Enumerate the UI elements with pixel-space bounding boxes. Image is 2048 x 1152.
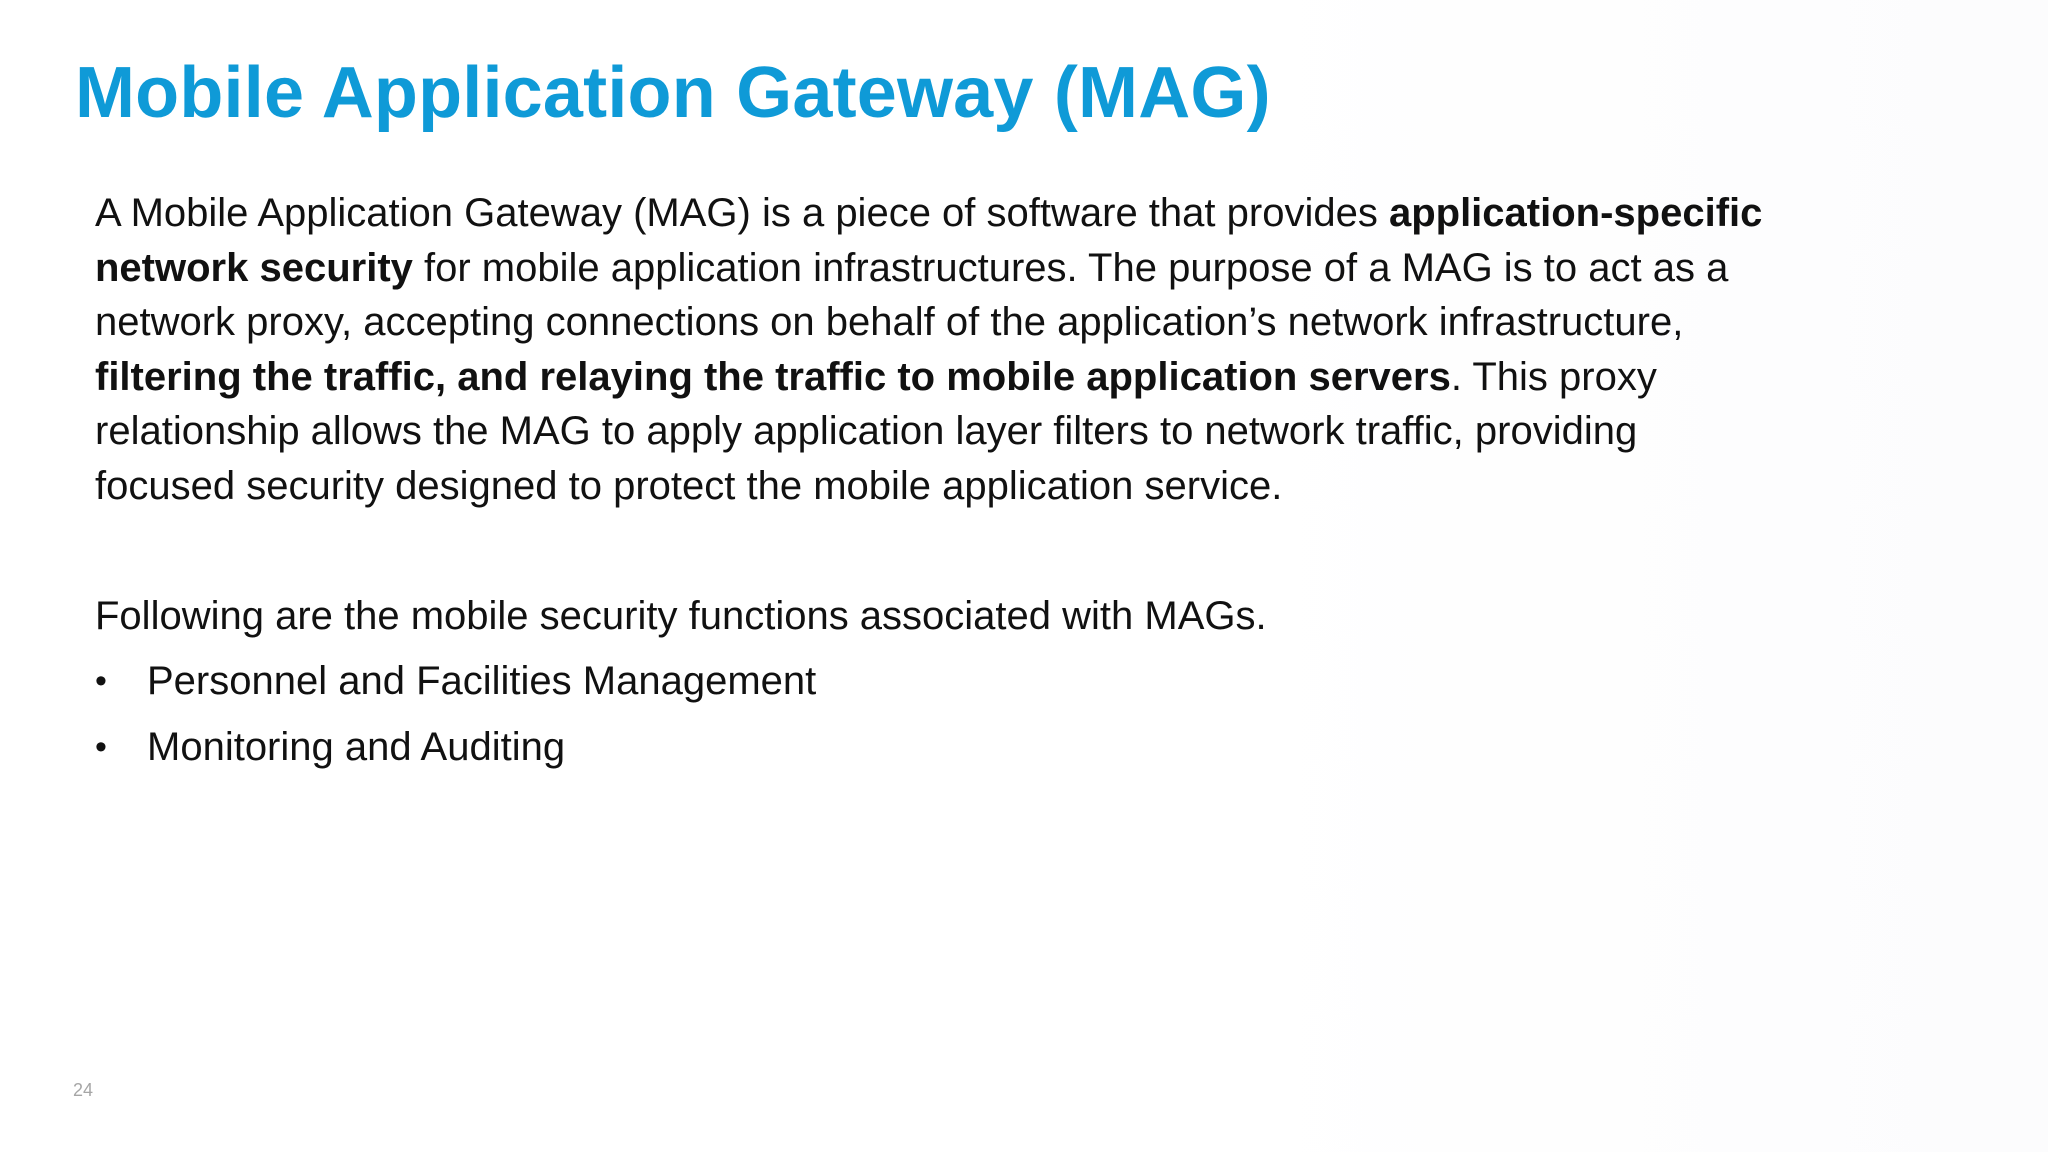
list-item-text: Monitoring and Auditing <box>147 725 566 769</box>
list-item <box>95 654 816 708</box>
list-item <box>95 720 816 774</box>
bullet-icon: • <box>95 662 107 700</box>
paragraph-line <box>95 459 1875 514</box>
bold-text-run: filtering the traffic, and relaying the traffic to mobile application servers <box>95 354 1451 399</box>
paragraph-line <box>95 241 1875 296</box>
bold-text-run: network security <box>95 245 413 290</box>
paragraph-line <box>95 350 1875 405</box>
paragraph-line <box>95 186 1875 241</box>
paragraph-line <box>95 404 1875 459</box>
text-run: network proxy, accepting connections on behalf of the application’s network infrastructure, <box>95 300 1684 345</box>
text-run: relationship allows the MAG to apply application layer filters to network traffic, providing <box>95 409 1638 454</box>
body-paragraph <box>95 186 1875 514</box>
text-run: A Mobile Application Gateway (MAG) is a piece of software that provides <box>95 191 1389 235</box>
list-item-text: Personnel and Facilities Management <box>147 659 817 703</box>
functions-bullet-list <box>95 654 816 786</box>
functions-lead-text: Following are the mobile security functions associated with MAGs. <box>95 594 1267 638</box>
text-run: . This proxy <box>1450 354 1657 399</box>
bold-text-run: application-specific <box>1388 191 1763 235</box>
text-run: focused security designed to protect the mobile application service. <box>95 463 1283 508</box>
page-number: 24 <box>73 1080 94 1100</box>
bullet-icon: • <box>95 728 107 766</box>
slide-title: Mobile Application Gateway (MAG) <box>75 53 1271 133</box>
text-run: for mobile application infrastructures. The purpose of a MAG is to act as a <box>412 245 1729 290</box>
paragraph-line <box>95 295 1875 350</box>
